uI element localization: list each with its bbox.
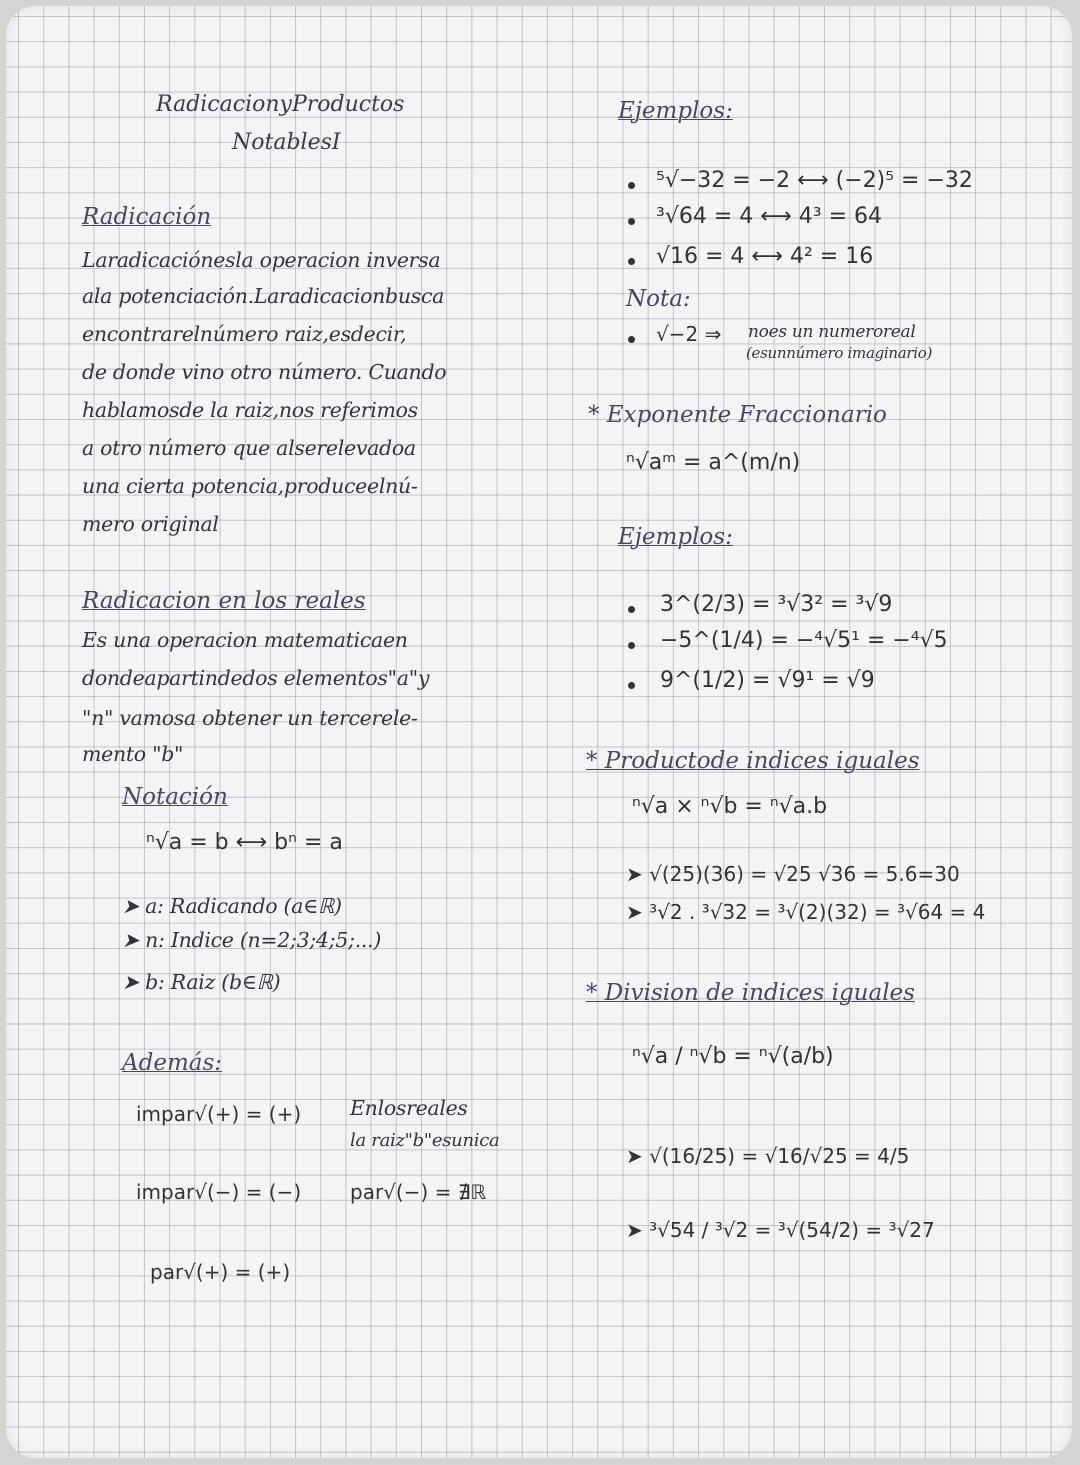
producto-formula: ⁿ√a × ⁿ√b = ⁿ√a.b bbox=[632, 794, 828, 819]
nota-text-line-1: noes un numeroreal bbox=[748, 322, 916, 342]
ejemplo2-item: 9^(1/2) = √9¹ = √9 bbox=[660, 668, 875, 693]
notacion-heading: Notación bbox=[122, 784, 228, 810]
producto-example: ➤ ³√2 . ³√32 = ³√(2)(32) = ³√64 = 4 bbox=[626, 900, 986, 924]
title-line-2: NotablesI bbox=[232, 130, 341, 155]
bullet bbox=[628, 606, 635, 613]
radicacion-line: mero original bbox=[82, 512, 219, 536]
producto-heading: * Productode indices iguales bbox=[586, 748, 920, 774]
bullet bbox=[628, 218, 635, 225]
radicacion-line: de donde vino otro número. Cuando bbox=[82, 360, 447, 384]
reales-line: "n" vamosa obtener un tercerele- bbox=[82, 706, 418, 730]
ejemplos2-heading: Ejemplos: bbox=[618, 524, 733, 550]
ademas-rule: impar√(+) = (+) bbox=[136, 1102, 302, 1126]
bullet bbox=[628, 258, 635, 265]
ejemplo-item: √16 = 4 ⟷ 4² = 16 bbox=[656, 244, 874, 269]
division-example: ➤ √(16/25) = √16/√25 = 4/5 bbox=[626, 1144, 910, 1168]
ejemplo-item: ⁵√−32 = −2 ⟷ (−2)⁵ = −32 bbox=[656, 168, 973, 193]
bullet bbox=[628, 182, 635, 189]
ademas-rule: impar√(−) = (−) bbox=[136, 1180, 302, 1204]
ejemplo-item: ³√64 = 4 ⟷ 4³ = 64 bbox=[656, 204, 883, 229]
bullet bbox=[628, 336, 635, 343]
ejemplo2-item: 3^(2/3) = ³√3² = ³√9 bbox=[660, 592, 893, 617]
division-formula: ⁿ√a / ⁿ√b = ⁿ√(a/b) bbox=[632, 1044, 834, 1069]
nota-text-line-2: (esunnúmero imaginario) bbox=[746, 344, 933, 362]
ejemplo2-item: −5^(1/4) = −⁴√5¹ = −⁴√5 bbox=[660, 628, 948, 653]
nota-formula: √−2 ⇒ bbox=[656, 322, 722, 346]
division-heading: * Division de indices iguales bbox=[586, 980, 915, 1006]
exponente-formula: ⁿ√aᵐ = a^(m/n) bbox=[626, 450, 801, 475]
reales-note-formula: par√(−) = ∄ℝ bbox=[350, 1180, 487, 1204]
reales-heading: Radicacion en los reales bbox=[82, 588, 366, 614]
ademas-heading: Además: bbox=[122, 1050, 223, 1076]
radicacion-line: hablamosde la raiz,nos referimos bbox=[82, 398, 418, 422]
exponente-heading: * Exponente Fraccionario bbox=[588, 402, 887, 428]
notacion-item: ➤ n: Indice (n=2;3;4;5;...) bbox=[122, 928, 382, 952]
notacion-item: ➤ b: Raiz (b∈ℝ) bbox=[122, 970, 281, 994]
ejemplos-heading: Ejemplos: bbox=[618, 98, 733, 124]
radicacion-heading: Radicación bbox=[82, 204, 212, 230]
notebook-page bbox=[6, 6, 1072, 1458]
reales-line: Es una operacion matematicaen bbox=[82, 628, 408, 652]
radicacion-line: encontrarelnúmero raiz,esdecir, bbox=[82, 322, 407, 346]
ademas-rule: par√(+) = (+) bbox=[150, 1260, 291, 1284]
notacion-formula: ⁿ√a = b ⟷ bⁿ = a bbox=[146, 830, 343, 855]
producto-example: ➤ √(25)(36) = √25 √36 = 5.6=30 bbox=[626, 862, 960, 886]
radicacion-line: una cierta potencia,produceelnú- bbox=[82, 474, 418, 498]
nota-heading: Nota: bbox=[626, 286, 691, 312]
bullet bbox=[628, 642, 635, 649]
division-example: ➤ ³√54 / ³√2 = ³√(54/2) = ³√27 bbox=[626, 1218, 935, 1242]
radicacion-line: a otro número que alserelevadoa bbox=[82, 436, 416, 460]
reales-line: dondeapartindedos elementos"a"y bbox=[82, 666, 430, 690]
reales-note-line-1: Enlosreales bbox=[350, 1096, 468, 1120]
bullet bbox=[628, 682, 635, 689]
radicacion-line: Laradicaciónesla operacion inversa bbox=[82, 248, 441, 272]
title-line-1: RadicacionyProductos bbox=[156, 92, 405, 117]
notacion-item: ➤ a: Radicando (a∈ℝ) bbox=[122, 894, 342, 918]
radicacion-line: ala potenciación.Laradicacionbusca bbox=[82, 284, 445, 308]
reales-note-line-2: la raiz"b"esunica bbox=[350, 1130, 500, 1151]
reales-line: mento "b" bbox=[82, 742, 184, 766]
